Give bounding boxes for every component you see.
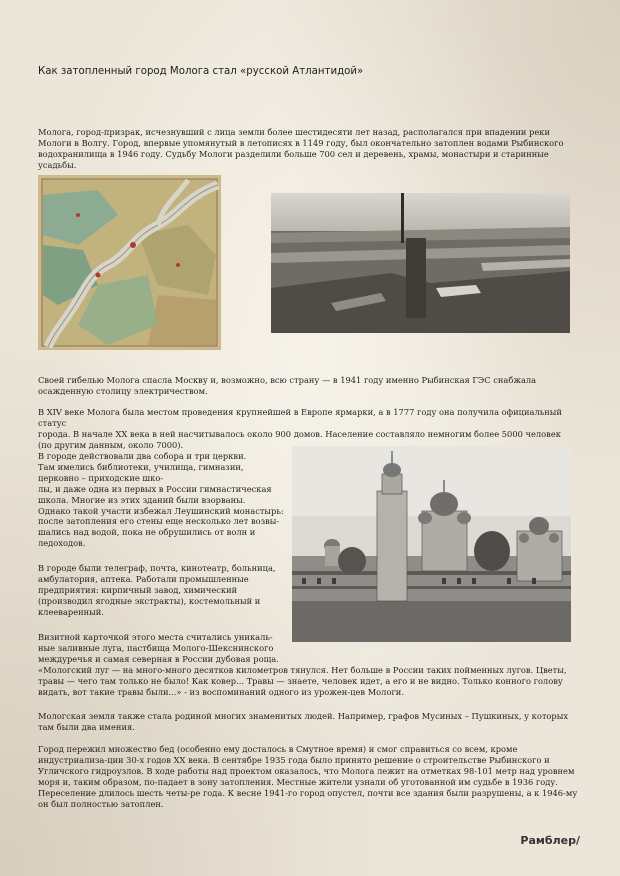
people-paragraph: Мологская земля также стала родиной многих знаменитых людей. Например, графов Мусиных – Пушкиных, у которых там были два имения. [38,711,568,732]
telegraph-paragraph: В городе были телеграф, почта, кинотеатр, больница, амбулатория, аптека. Работали промышленные предприятия: кирпичный завод, химический (производил ягодные экстракты), костемольный и клееваренный. [38,563,276,617]
ending-paragraph: Город пережил множество бед (особенно ему досталось в Смутное время) и смог справиться со всем, кроме индустриализа-ции 30-х годов XX века. В сентябре 1935 года было принято решение о строительстве Рыбинского и Угличского гидроузлов. В ходе работы над проектом оказалось, что Молога лежит на отметках 98-101 метр над уровнем моря и, таким образом, по-падает в зону затопления. Местные жители узнали об уготованной им судьбе в 1936 году. Переселение длилось шесть четы-ре года. К весне 1941-го город опустел, почти все здания были разрушены, а к 1946-му он был полностью затоплен. [38,744,578,809]
rambler-logo: Рамблер/ [520,834,580,847]
intro-paragraph: Молога, город-призрак, исчезнувший с лица земли более шестидесяти лет назад, располагался при впадении реки Мологи в Волгу. Город, впервые упомянутый в летописях в 1149 году, был окончательно затоплен водами Рыбинского водохранилища в 1946 году. Судьбу Мологи разделили больше 700 сел и деревень, храмы, монастыри и старинные усадьбы. [38,127,564,170]
map-image [38,175,221,350]
monastery-engraving [292,446,571,642]
meadows-paragraph: Визитной карточкой этого места считались уникаль- ные заливные луга, пастбища Молого-Шекснинского междуречья и самая северная в России дубовая роща. [38,632,279,664]
dam-photo [271,193,570,333]
monastery-image [292,446,571,642]
quote-paragraph: «Мологский луг — на много-много десятков километров тянулся. Нет больше в России таких пойменных лугов. Цветы, травы — чего там только не было! Как ковер... Травы — знаете, человек идет, а его и не видно. Только конного голову видать, вот такие травы были...» - из воспоминаний одного из урожен-цев Мологи. [38,665,567,697]
map-icon [38,175,221,350]
moscow-paragraph: Своей гибелью Молога спасла Москву и, возможно, всю страну — в 1941 году именно Рыбинская ГЭС снабжала осажденную столицу электричеством. [38,375,537,396]
fair-paragraph: В XIV веке Молога была местом проведения крупнейшей в Европе ярмарки, а в 1777 году она получила официальный статус города. В начале XX века в ней насчитывалось около 900 домов. Население составляло немногим более 5000 человек (по другим данным, около 7000). [38,407,562,450]
dam-photo-icon [271,193,570,333]
page-title: Как затопленный город Молога стал «русской Атлантидой» [38,66,364,77]
churches-paragraph: В городе действовали два собора и три церкви. Там имелись библиотеки, училища, гимназии, церковно – приходские шко- лы, и даже одна из первых в России гимнастическая школа. Многие из этих зданий были взорваны. Однако такой участи избежал Леушинский монастырь: после затопления его стены еще несколько лет возвы- шались над водой, пока не обрушились от волн и ледоходов. [38,451,284,549]
